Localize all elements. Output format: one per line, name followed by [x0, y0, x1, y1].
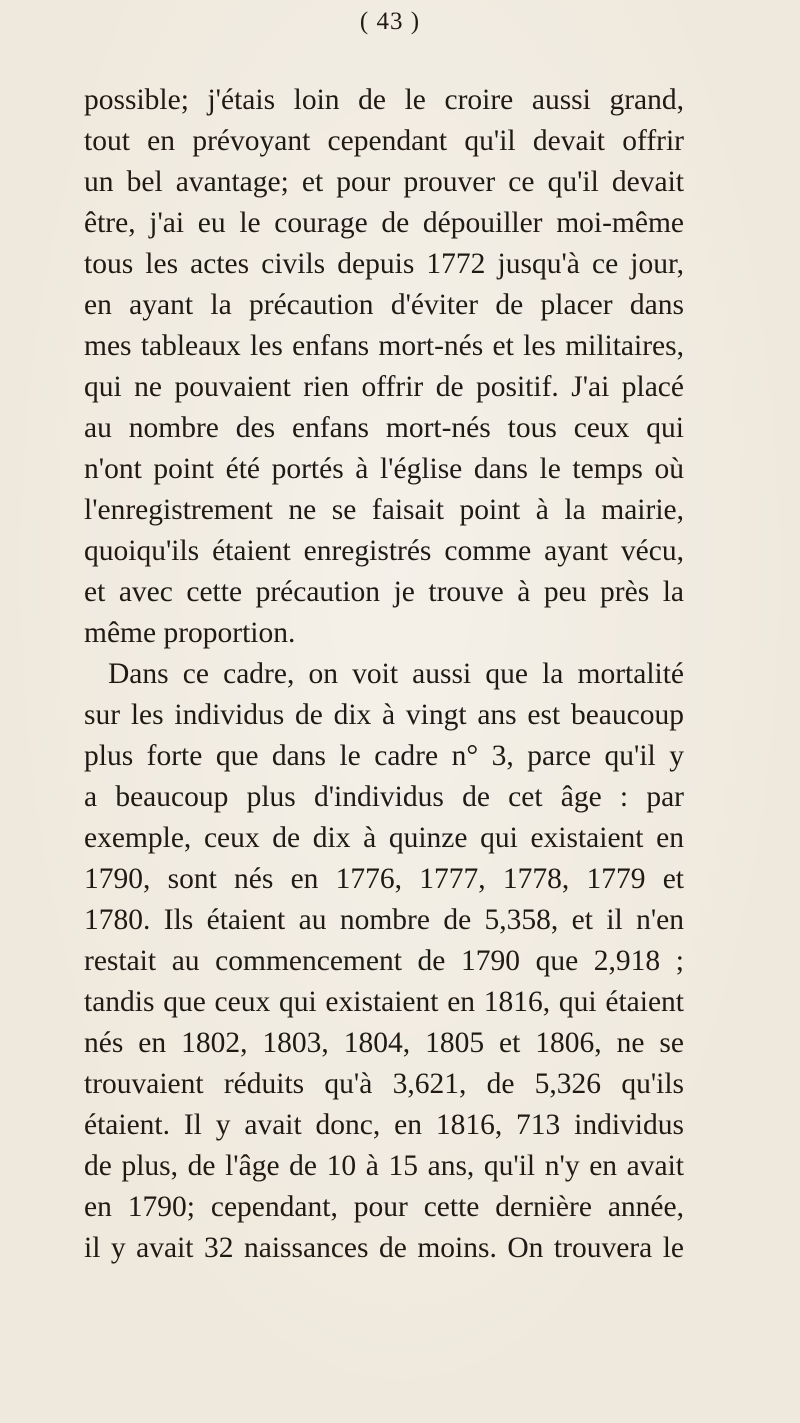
text-line: mes tableaux les enfans mort-nés et les militaires,	[84, 330, 684, 362]
text-line: et avec cette précaution je trouve à peu près la	[84, 576, 684, 608]
text-line: au nombre des enfans mort-nés tous ceux qui	[84, 412, 684, 444]
text-line: possible; j'étais loin de le croire aussi grand,	[84, 84, 684, 116]
page-number: ( 43 )	[359, 8, 421, 35]
text-line: trouvaient réduits qu'à 3,621, de 5,326 qu'ils	[84, 1068, 684, 1100]
text-line: quoiqu'ils étaient enregistrés comme ayant vécu,	[84, 535, 684, 567]
text-line: même proportion.	[84, 617, 296, 649]
text-line: sur les individus de dix à vingt ans est beaucoup	[84, 699, 684, 731]
text-line: tandis que ceux qui existaient en 1816, qui étaient	[84, 986, 684, 1018]
text-line: un bel avantage; et pour prouver ce qu'il devait	[84, 166, 684, 198]
text-line: 1780. Ils étaient au nombre de 5,358, et il n'en	[84, 904, 684, 936]
text-line: de plus, de l'âge de 10 à 15 ans, qu'il n'y en avait	[84, 1150, 684, 1182]
text-line: exemple, ceux de dix à quinze qui existaient en	[84, 822, 684, 854]
text-line: restait au commencement de 1790 que 2,918 ;	[84, 945, 684, 977]
text-line: en ayant la précaution d'éviter de placer dans	[84, 289, 684, 321]
text-line: 1790, sont nés en 1776, 1777, 1778, 1779 et	[84, 863, 684, 895]
text-line: n'ont point été portés à l'église dans le temps où	[84, 453, 684, 485]
text-line: nés en 1802, 1803, 1804, 1805 et 1806, ne se	[84, 1027, 684, 1059]
text-line: tout en prévoyant cependant qu'il devait offrir	[84, 125, 684, 157]
text-line: a beaucoup plus d'individus de cet âge : par	[84, 781, 684, 813]
text-line: en 1790; cependant, pour cette dernière année,	[84, 1191, 684, 1223]
text-line: étaient. Il y avait donc, en 1816, 713 individus	[84, 1109, 684, 1141]
text-line: il y avait 32 naissances de moins. On trouvera le	[84, 1232, 684, 1264]
text-line: tous les actes civils depuis 1772 jusqu'à ce jour,	[84, 248, 684, 280]
text-line: l'enregistrement ne se faisait point à la mairie,	[84, 494, 684, 526]
text-line: plus forte que dans le cadre n° 3, parce qu'il y	[84, 740, 684, 772]
text-line: qui ne pouvaient rien offrir de positif. J'ai placé	[84, 371, 684, 403]
text-line: être, j'ai eu le courage de dépouiller moi-même	[84, 207, 684, 239]
text-line: Dans ce cadre, on voit aussi que la mortalité	[108, 658, 684, 690]
